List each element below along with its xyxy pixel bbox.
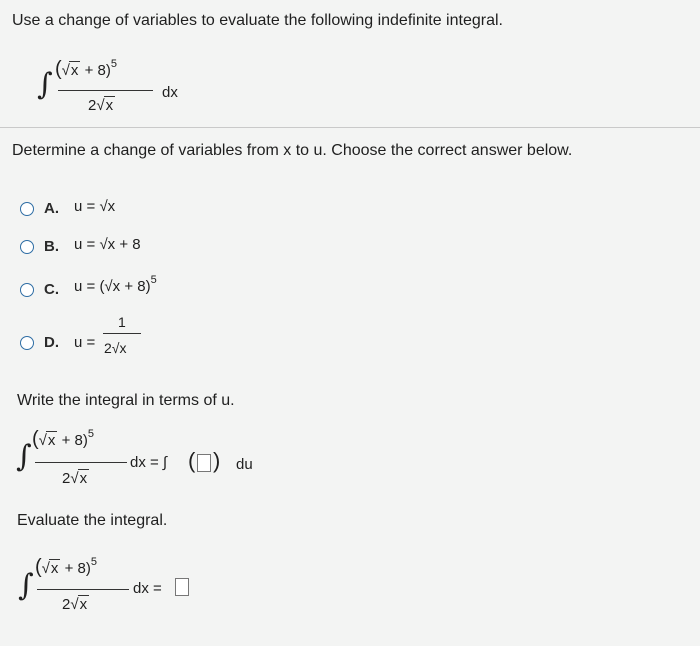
integral-sign: ∫ <box>37 67 53 102</box>
option-a-expression: u = √x <box>74 198 116 215</box>
option-d-numerator: 1 <box>118 314 126 330</box>
q2-du: du <box>236 456 253 473</box>
q2-open-paren: ( <box>188 448 196 473</box>
option-d-fraction-bar <box>103 333 141 334</box>
option-a-radio[interactable] <box>20 202 34 216</box>
q3-equals: dx = <box>133 580 162 597</box>
option-c-expression: $u = (√x + 8)^5$ <box>74 274 157 295</box>
question3-prompt: Evaluate the integral. <box>17 512 168 529</box>
option-c-letter: C. <box>44 281 59 298</box>
option-b-letter: B. <box>44 238 59 255</box>
option-d-denominator: 2√x <box>104 340 127 356</box>
q2-integrand-input[interactable] <box>197 454 211 472</box>
q2-equals: dx = ∫ <box>130 454 168 471</box>
option-b-radio[interactable] <box>20 240 34 254</box>
q3-fraction-bar <box>37 589 129 590</box>
option-d-prefix: u = <box>74 334 96 351</box>
question1-prompt: Determine a change of variables from x to u. Choose the correct answer below. <box>12 142 573 159</box>
option-a-letter: A. <box>44 200 59 217</box>
dx-label: dx <box>162 84 178 101</box>
fraction-bar <box>58 90 153 91</box>
question2-prompt: Write the integral in terms of u. <box>17 392 235 409</box>
q3-integral-sign: ∫ <box>18 568 34 603</box>
q2-denominator: 2√x <box>62 470 88 487</box>
integral-denominator: 2√x <box>88 97 114 114</box>
q3-denominator: 2√x <box>62 596 88 613</box>
q2-integral-sign: ∫ <box>16 439 32 474</box>
option-d-radio[interactable] <box>20 336 34 350</box>
section-divider <box>0 127 700 128</box>
q3-numerator: $(√x + 8)^5$ <box>35 556 97 578</box>
option-b-expression: u = √x + 8 <box>74 236 141 253</box>
q2-numerator: $(√x + 8)^5$ <box>32 428 94 450</box>
q3-answer-input[interactable] <box>175 578 189 596</box>
instruction-text: Use a change of variables to evaluate the following indefinite integral. <box>12 12 503 29</box>
option-c-radio[interactable] <box>20 283 34 297</box>
q2-fraction-bar <box>35 462 127 463</box>
q2-close-paren: ) <box>213 448 221 473</box>
option-d-letter: D. <box>44 334 59 351</box>
integral-numerator: $(√x + 8)^5$ <box>55 58 117 80</box>
